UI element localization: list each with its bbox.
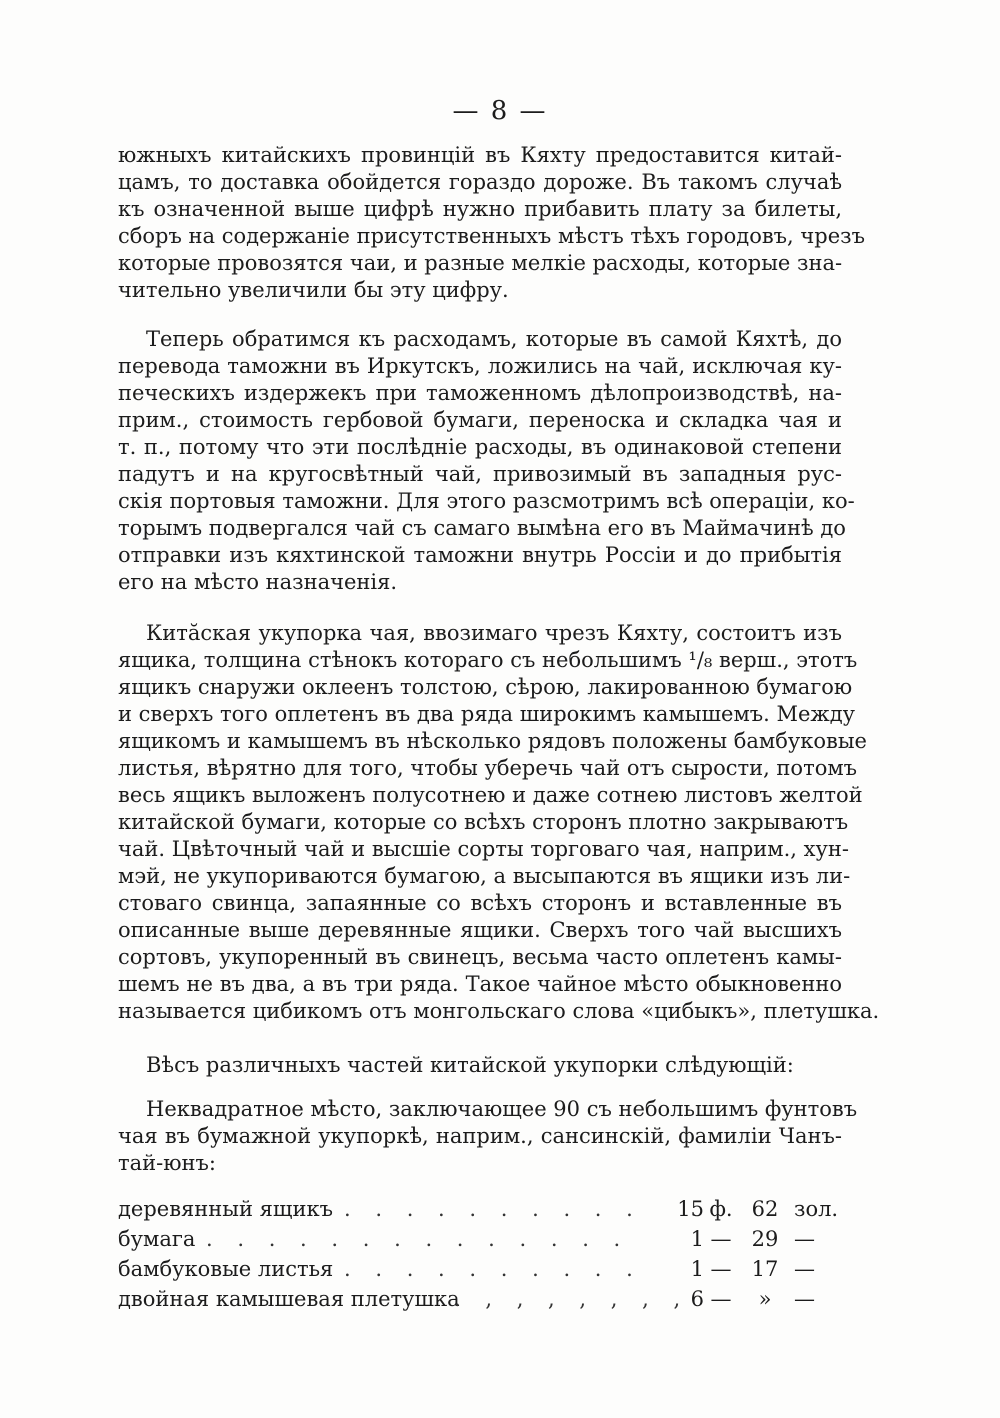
- item-label: бамбуковые листья: [118, 1257, 334, 1281]
- text-line: чая въ бумажной укупоркѣ, наприм., сансинскій, фамиліи Чанъ-: [118, 1124, 842, 1148]
- text-line: перевода таможни въ Иркутскъ, ложились на чай, исключая ку-: [118, 354, 842, 378]
- unit-funt: —: [710, 1227, 732, 1251]
- value-zol: 62: [751, 1197, 779, 1221]
- value-funt: 15: [677, 1197, 704, 1221]
- unit-zol: —: [794, 1257, 815, 1281]
- value-funt: 6: [690, 1287, 704, 1311]
- item-label: деревянный ящикъ: [118, 1197, 333, 1221]
- text-line: чительно увеличили бы эту цифру.: [118, 278, 509, 302]
- text-line: его на мѣсто назначенія.: [118, 570, 398, 594]
- text-line: ящикомъ и камышемъ въ нѣсколько рядовъ положены бамбуковые: [118, 729, 867, 753]
- text-line: ящикъ снаружи оклеенъ толстою, сѣрою, лакированною бумагою: [118, 675, 853, 699]
- text-line: мэй, не укупориваются бумагою, а высыпаются въ ящики изъ ли-: [118, 864, 851, 888]
- text-line: Китӑская укупорка чая, ввозимаго чрезъ Кяхту, состоитъ изъ: [146, 621, 842, 645]
- unit-zol: —: [794, 1287, 815, 1311]
- value-zol: 29: [751, 1227, 779, 1251]
- text-line: Вѣсъ различныхъ частей китайской укупорки слѣдующій:: [146, 1053, 794, 1077]
- text-line: прим., стоимость гербовой бумаги, переноска и складка чая и: [118, 408, 842, 432]
- dot-leader: . , , , , , , ,: [454, 1287, 690, 1311]
- text-line: и сверхъ того оплетенъ въ два ряда широкимъ камышемъ. Между: [118, 702, 856, 726]
- text-line: къ означенной выше цифрѣ нужно прибавить плату за билеты,: [118, 197, 842, 221]
- value-funt: 1: [690, 1257, 704, 1281]
- text-line: описанные выше деревянные ящики. Сверхъ того чай высшихъ: [118, 918, 842, 942]
- dot-leader: . . . . . . . . . .: [344, 1257, 642, 1281]
- item-label: бумага: [118, 1227, 196, 1251]
- value-zol: 17: [751, 1257, 779, 1281]
- unit-funt: —: [710, 1257, 732, 1281]
- text-line: скія портовыя таможни. Для этого разсмотримъ всѣ операціи, ко-: [118, 489, 855, 513]
- text-line: листья, вѣрятно для того, чтобы уберечь чай отъ сырости, потомъ: [118, 756, 858, 780]
- value-zol: »: [758, 1287, 772, 1311]
- text-line: отправки изъ кяхтинской таможни внутрь Россіи и до прибытія: [118, 543, 842, 567]
- page-number: — 8 —: [452, 96, 548, 126]
- text-line: сборъ на содержаніе присутственныхъ мѣстъ тѣхъ городовъ, чрезъ: [118, 224, 865, 248]
- dot-leader: . . . . . . . . . .: [344, 1197, 642, 1221]
- paragraph-4: [118, 1052, 842, 1079]
- text-line: Неквадратное мѣсто, заключающее 90 съ небольшимъ фунтовъ: [146, 1097, 858, 1121]
- unit-zol: зол.: [794, 1197, 839, 1221]
- text-line: падутъ и на кругосвѣтный чай, привозимый въ западныя рус-: [118, 462, 842, 486]
- text-line: называется цибикомъ отъ монгольскаго слова «цибыкъ», плетушка.: [118, 999, 880, 1023]
- unit-funt: —: [710, 1287, 732, 1311]
- text-line: Теперь обратимся къ расходамъ, которые въ самой Кяхтѣ, до: [146, 327, 842, 351]
- text-line: которые провозятся чаи, и разные мелкіе расходы, которые зна-: [118, 251, 843, 275]
- text-line: сортовъ, укупоренный въ свинецъ, весьма часто оплетенъ камы-: [118, 945, 842, 969]
- text-line: шемъ не въ два, а въ три ряда. Такое чайное мѣсто обыкновенно: [118, 972, 842, 996]
- value-funt: 1: [690, 1227, 704, 1251]
- text-line: торымъ подвергался чай съ самаго вымѣна его въ Маймачинѣ до: [118, 516, 846, 540]
- text-line: весь ящикъ выложенъ полусотнею и даже сотнею листовъ желтой: [118, 783, 863, 807]
- table-row: [118, 1254, 842, 1284]
- unit-funt: ф.: [709, 1197, 733, 1221]
- paragraph-2: [118, 326, 855, 596]
- unit-zol: —: [794, 1227, 815, 1251]
- text-line: т. п., потому что эти послѣдніе расходы, въ одинаковой степени: [118, 435, 842, 459]
- dot-leader: . . . . . . . . . . . . . .: [206, 1227, 630, 1251]
- text-line: китайской бумаги, которые со всѣхъ сторонъ плотно закрываютъ: [118, 810, 849, 834]
- weights-table: [118, 1194, 842, 1314]
- table-row: [118, 1224, 842, 1254]
- table-row: [118, 1194, 842, 1224]
- text-line: тай-юнъ:: [118, 1151, 216, 1175]
- text-line: южныхъ китайскихъ провинцій въ Кяхту предоставится китай-: [118, 143, 842, 167]
- text-line: печескихъ издержекъ при таможенномъ дѣлопроизводствѣ, на-: [118, 381, 842, 405]
- text-line: ящика, толщина стѣнокъ котораго съ небольшимъ ¹/₈ верш., этотъ: [118, 648, 858, 672]
- text-line: чай. Цвѣточный чай и высшіе сорты торговаго чая, наприм., хун-: [118, 837, 849, 861]
- paragraph-3: [118, 620, 880, 1025]
- text-line: цамъ, то доставка обойдется гораздо дороже. Въ такомъ случаѣ: [118, 170, 842, 194]
- paragraph-1: [118, 142, 865, 304]
- paragraph-5: [118, 1096, 858, 1177]
- text-line: стоваго свинца, запаянные со всѣхъ сторонъ и вставленные въ: [118, 891, 842, 915]
- table-row: [118, 1284, 842, 1314]
- item-label: двойная камышевая плетушка: [118, 1287, 460, 1311]
